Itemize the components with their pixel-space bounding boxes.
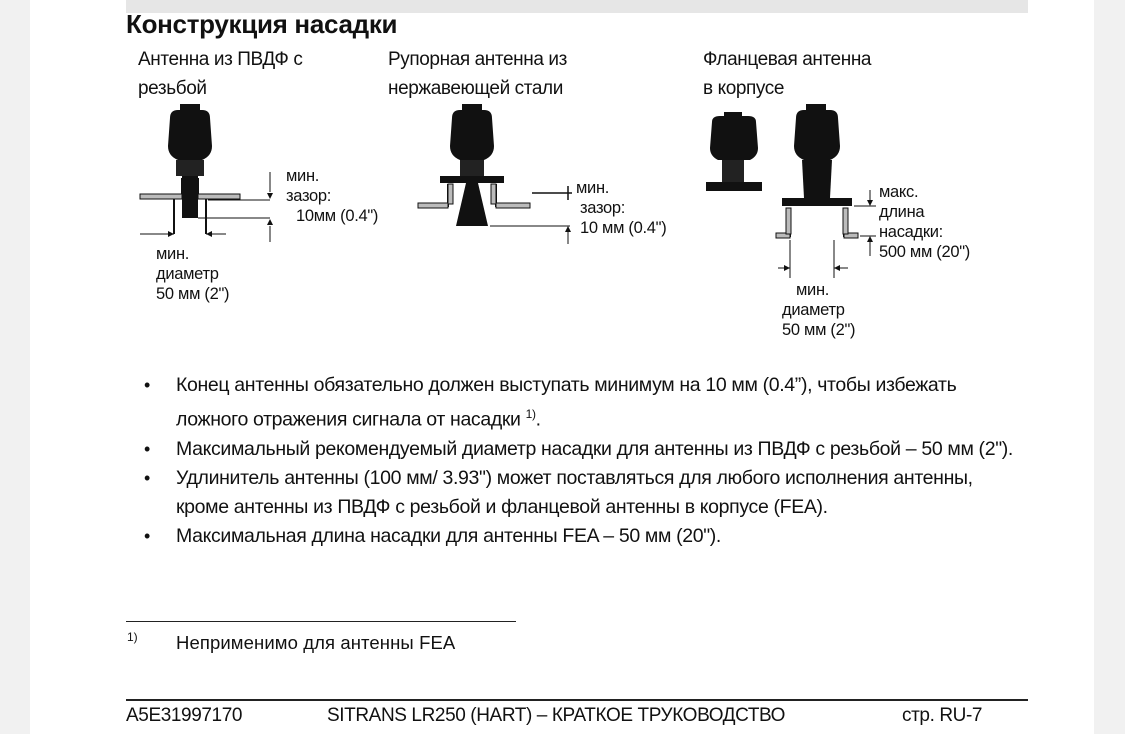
caption-line: Фланцевая антенна [703, 49, 872, 70]
caption-line: в корпусе [703, 78, 785, 99]
label-line: макс. [879, 183, 919, 201]
label-line: 10 мм (0.4") [580, 219, 667, 237]
caption-line: резьбой [138, 78, 207, 99]
footnote-ref: 1) [525, 407, 536, 421]
label-line: 500 мм (20") [879, 243, 970, 261]
document-page [30, 0, 1094, 734]
horn-antenna-drawing [418, 104, 572, 244]
label-line: мин. [286, 167, 320, 185]
list-item [140, 435, 1030, 464]
section-title: Конструкция насадки [126, 9, 398, 39]
caption-line: нержавеющей стали [388, 78, 563, 99]
label-line: насадки: [879, 223, 943, 241]
flange-length-label [879, 182, 970, 262]
label-line: диаметр [782, 301, 845, 319]
caption-line: Рупорная антенна из [388, 49, 567, 70]
nozzle-design-figure [30, 0, 1094, 360]
list-item [140, 522, 1030, 551]
flange-antenna-drawing [706, 104, 876, 278]
notes-list [140, 371, 1030, 551]
bullet-tail: . [535, 408, 541, 431]
footnote-mark: 1) [127, 630, 138, 644]
bullet-text: Конец антенны обязательно должен выступать минимум на 10 мм (0.4”), чтобы избежать ложного отражения сигнала от насадки [176, 374, 957, 431]
label-line: диаметр [156, 265, 219, 283]
label-line: мин. [796, 281, 830, 299]
footnote-text: Неприменимо для антенны FEA [176, 632, 456, 653]
bullet-icon: • [144, 438, 150, 459]
bullet-icon: • [144, 375, 150, 395]
footer-title: SITRANS LR250 (HART) – КРАТКОЕ ТРУКОВОДСТВО [327, 705, 786, 726]
list-item [140, 464, 1030, 522]
footer-page-number: стр. RU-7 [902, 705, 983, 726]
label-line: 50 мм (2") [782, 321, 856, 339]
label-line: мин. [156, 245, 190, 263]
footnote-divider [126, 621, 516, 622]
bullet-text: Максимальная длина насадки для антенны FEA – 50 мм (20"). [176, 524, 721, 547]
caption-line: Антенна из ПВДФ с [138, 49, 303, 70]
bullet-text: Максимальный рекомендуемый диаметр насадки для антенны из ПВДФ с резьбой – 50 мм (2"). [176, 437, 1013, 460]
bullet-icon: • [144, 525, 150, 546]
label-line: 10мм (0.4") [296, 207, 379, 225]
list-item [140, 371, 1030, 435]
label-line: мин. [576, 179, 610, 197]
pvdf-gap-label [286, 166, 378, 226]
bullet-text: Удлинитель антенны (100 мм/ 3.93") может поставляться для любого исполнения антенны, кроме антенны из ПВДФ с резьбой и фланцевой антенны в корпусе (FEA). [176, 466, 973, 518]
label-line: длина [879, 203, 925, 221]
pvdf-diameter-label [156, 244, 229, 304]
flange-diameter-label [782, 280, 855, 340]
label-line: зазор: [286, 187, 332, 205]
bullet-icon: • [144, 467, 150, 488]
label-line: 50 мм (2") [156, 285, 230, 303]
label-line: зазор: [580, 199, 626, 217]
footer-doc-number: A5E31997170 [126, 705, 243, 726]
pvdf-antenna-drawing [140, 104, 273, 242]
horn-gap-label [576, 178, 666, 238]
footer-divider [126, 699, 1028, 701]
